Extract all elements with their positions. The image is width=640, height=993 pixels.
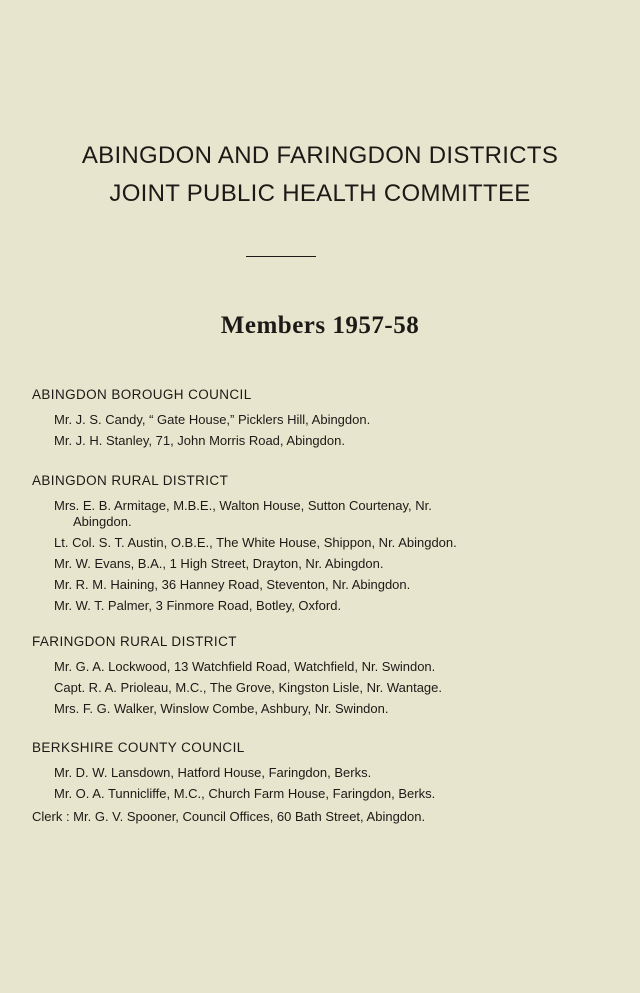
- member-entry: Mr. D. W. Lansdown, Hatford House, Faringdon, Berks.: [54, 765, 372, 780]
- section-abingdon-rural-district: [32, 473, 622, 619]
- title-line-1: ABINGDON AND FARINGDON DISTRICTS: [81, 142, 559, 169]
- title-line-2: JOINT PUBLIC HEALTH COMMITTEE: [109, 180, 531, 207]
- clerk-line: Clerk : Mr. G. V. Spooner, Council Offices, 60 Bath Street, Abingdon.: [32, 809, 426, 824]
- section-berkshire-county-council: [32, 740, 622, 807]
- member-entry: Mr. J. H. Stanley, 71, John Morris Road, Abingdon.: [54, 433, 345, 448]
- section-heading: ABINGDON RURAL DISTRICT: [32, 473, 229, 488]
- divider-rule: [246, 256, 316, 257]
- member-entry: Mr. J. S. Candy, “ Gate House,” Picklers Hill, Abingdon.: [54, 412, 371, 427]
- member-entry-text: Mrs. E. B. Armitage, M.B.E., Walton House, Sutton Courtenay, Nr.: [54, 498, 432, 513]
- member-entry: Lt. Col. S. T. Austin, O.B.E., The White House, Shippon, Nr. Abingdon.: [54, 535, 457, 550]
- section-abingdon-borough-council: [32, 387, 622, 454]
- member-entry: Mr. R. M. Haining, 36 Hanney Road, Steventon, Nr. Abingdon.: [54, 577, 411, 592]
- section-heading: ABINGDON BOROUGH COUNCIL: [32, 387, 252, 402]
- section-faringdon-rural-district: [32, 634, 622, 722]
- section-heading: FARINGDON RURAL DISTRICT: [32, 634, 237, 649]
- member-entry-continuation: Abingdon.: [73, 514, 132, 529]
- member-entry: Mr. O. A. Tunnicliffe, M.C., Church Farm House, Faringdon, Berks.: [54, 786, 436, 801]
- member-entry: Mr. G. A. Lockwood, 13 Watchfield Road, Watchfield, Nr. Swindon.: [54, 659, 436, 674]
- member-entry: [54, 498, 622, 530]
- member-entry: Mr. W. Evans, B.A., 1 High Street, Drayton, Nr. Abingdon.: [54, 556, 384, 571]
- member-entry: Capt. R. A. Prioleau, M.C., The Grove, Kingston Lisle, Nr. Wantage.: [54, 680, 443, 695]
- members-heading: Members 1957-58: [220, 312, 420, 339]
- member-entry: Mr. W. T. Palmer, 3 Finmore Road, Botley, Oxford.: [54, 598, 342, 613]
- member-entry: Mrs. F. G. Walker, Winslow Combe, Ashbury, Nr. Swindon.: [54, 701, 389, 716]
- section-heading: BERKSHIRE COUNTY COUNCIL: [32, 740, 245, 755]
